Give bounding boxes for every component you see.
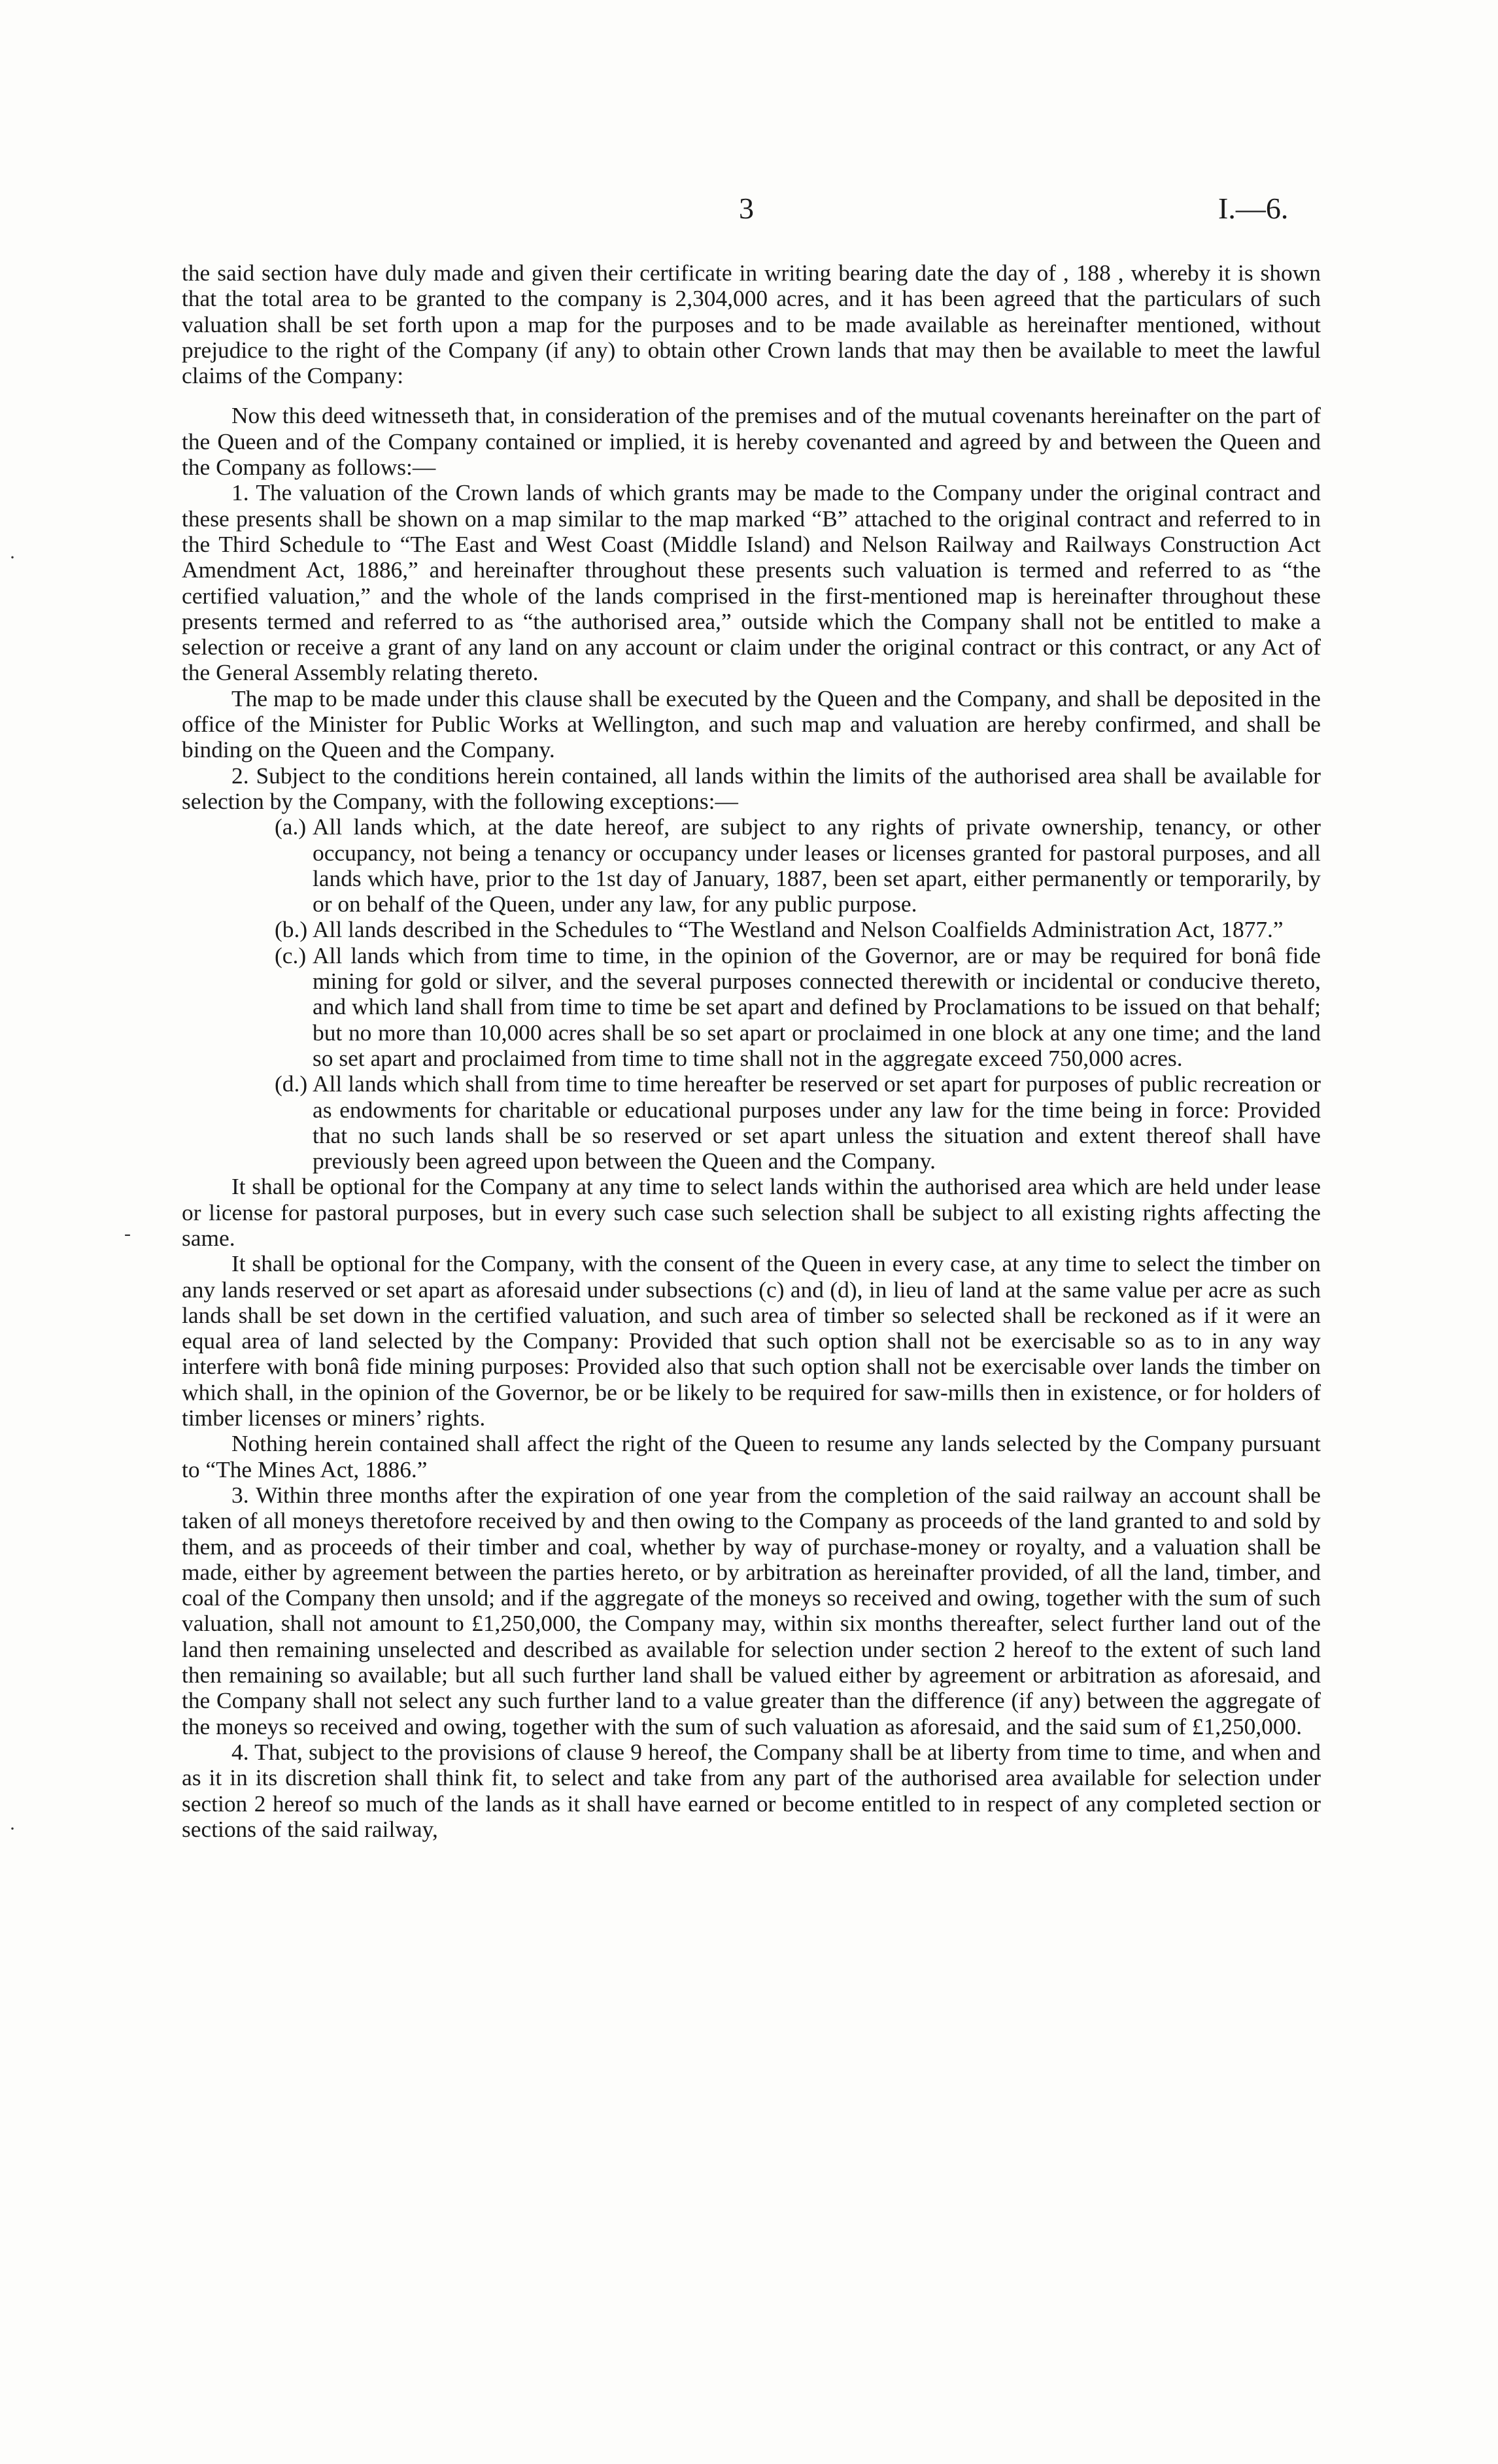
- paragraph: 1. The valuation of the Crown lands of which grants may be made to the Company under the original contract and these presents shall be shown on a map similar to the map marked “B” attached to the original contract and referred to in the Third Schedule to “The East and West Coast (Middle Island) and Nelson Railway and Railways Construction Act Amendment Act, 1886,” and hereinafter throughout these presents such valuation is termed and referred to as “the certified valuation,” and the whole of the lands comprised in the first-mentioned map is hereinafter throughout these presents termed and referred to as “the authorised area,” outside which the Company shall not be entitled to make a selection or receive a grant of any land on any account or claim under the original contract or this contract, or any Act of the General Assembly relating thereto.: [182, 479, 1321, 686]
- paragraph: It shall be optional for the Company, with the consent of the Queen in every case, at any time to select the timber on any lands reserved or set apart as aforesaid under subsections (c) and (d), in lieu of land at the same value per acre as such lands shall be set down in the certified valuation, and such area of timber so selected shall be reckoned as if it were an equal area of land selected by the Company: Provided that such option shall not be exercisable so as to in any way interfere with bonâ fide mining purposes: Provided also that such option shall not be exercisable over lands the timber on which shall, in the opinion of the Governor, be or be likely to be required for saw-mills then in existence, or for holders of timber licenses or miners’ rights.: [182, 1250, 1321, 1431]
- paragraph: Nothing herein contained shall affect the right of the Queen to resume any lands selected by the Company pursuant to “The Mines Act, 1886.”: [182, 1430, 1321, 1482]
- exception-item: [182, 1071, 1321, 1174]
- exception-item: [182, 943, 1321, 1071]
- margin-speck: ‑: [124, 1223, 131, 1244]
- paragraph: It shall be optional for the Company at any time to select lands within the authorised area which are held under lease or license for pastoral purposes, but in every such case such selection shall be subject to all existing rights affecting the same.: [182, 1173, 1321, 1251]
- paragraph: 4. That, subject to the provisions of clause 9 hereof, the Company shall be at liberty from time to time, and when and as it in its discretion shall think fit, to select and take from any part of the authorised area available for selection under section 2 hereof so much of the lands as it shall have earned or become entitled to in respect of any completed section or sections of the said railway,: [182, 1738, 1321, 1842]
- exception-text: All lands which from time to time, in the opinion of the Governor, are or may be required for bonâ fide mining for gold or silver, and the several purposes connected therewith or incidental or conducive thereto, and which land shall from time to time be set apart and defined by Proclamations to be issued on that behalf; but no more than 10,000 acres shall be so set apart or proclaimed in one block at any one time; and the land so set apart and proclaimed from time to time shall not in the aggregate exceed 750,000 acres.: [313, 942, 1321, 1071]
- exception-label: (d.): [275, 1070, 308, 1097]
- exception-label: (b.): [275, 916, 308, 943]
- margin-speck: ·: [9, 1818, 16, 1839]
- document-body: [182, 260, 1321, 1842]
- paragraph: 3. Within three months after the expiration of one year from the completion of the said railway an account shall be taken of all moneys theretofore received by and then owing to the Company as proceeds of the land granted to and sold by them, and as proceeds of their timber and coal, whether by way of purchase-money or royalty, and a valuation shall be made, either by agreement between the parties hereto, or by arbitration as hereinafter provided, of all the land, timber, and coal of the Company then unsold; and if the aggregate of the moneys so received and owing, together with the sum of such valuation, shall not amount to £1,250,000, the Company may, within six months thereafter, select further land out of the land then remaining unselected and described as available for selection under section 2 hereof to the extent of such land then remaining so available; but all such further land shall be valued either by agreement or arbitration as aforesaid, and the Company shall not select any such further land to a value greater than the difference (if any) between the aggregate of the moneys so received and owing, together with the sum of such valuation as aforesaid, and the said sum of £1,250,000.: [182, 1481, 1321, 1739]
- document-reference: I.—6.: [1218, 192, 1289, 225]
- exception-item: [182, 917, 1321, 942]
- page-number: 3: [739, 192, 754, 225]
- margin-speck: ·: [9, 547, 16, 568]
- exception-text: All lands which shall from time to time hereafter be reserved or set apart for purposes of public recreation or as endowments for charitable or educational purposes under any law for the time being in force: Provided that no such lands shall be so reserved or set apart unless the situation and extent thereof shall have previously been agreed upon between the Queen and the Company.: [313, 1070, 1321, 1174]
- exception-label: (a.): [275, 813, 307, 840]
- exception-label: (c.): [275, 942, 307, 968]
- paragraph: The map to be made under this clause shall be executed by the Queen and the Company, and shall be deposited in the office of the Minister for Public Works at Wellington, and such map and valuation are hereby confirmed, and shall be binding on the Queen and the Company.: [182, 685, 1321, 763]
- exception-text: All lands which, at the date hereof, are subject to any rights of private ownership, tenancy, or other occupancy, not being a tenancy or occupancy under leases or licenses granted for pastoral purposes, and all lands which have, prior to the 1st day of January, 1887, been set apart, either permanently or temporarily, by or on behalf of the Queen, under any law, for any public purpose.: [313, 813, 1321, 917]
- page-header: [0, 191, 1498, 230]
- paragraph: 2. Subject to the conditions herein contained, all lands within the limits of the authorised area shall be available for selection by the Company, with the following exceptions:—: [182, 762, 1321, 814]
- exception-item: [182, 814, 1321, 917]
- exception-text: All lands described in the Schedules to “The Westland and Nelson Coalfields Administration Act, 1877.”: [313, 916, 1284, 943]
- paragraph: Now this deed witnesseth that, in consideration of the premises and of the mutual covenants hereinafter on the part of the Queen and of the Company contained or implied, it is hereby covenanted and agreed by and between the Queen and the Company as follows:—: [182, 402, 1321, 481]
- paragraph: the said section have duly made and given their certificate in writing bearing date the day of , 188 , whereby it is shown that the total area to be granted to the company is 2,304,000 acres, and it has been agreed that the particulars of such valuation shall be set forth upon a map for the purposes and to be made available as hereinafter mentioned, without prejudice to the right of the Company (if any) to obtain other Crown lands that may then be available to meet the lawful claims of the Company:: [182, 260, 1321, 389]
